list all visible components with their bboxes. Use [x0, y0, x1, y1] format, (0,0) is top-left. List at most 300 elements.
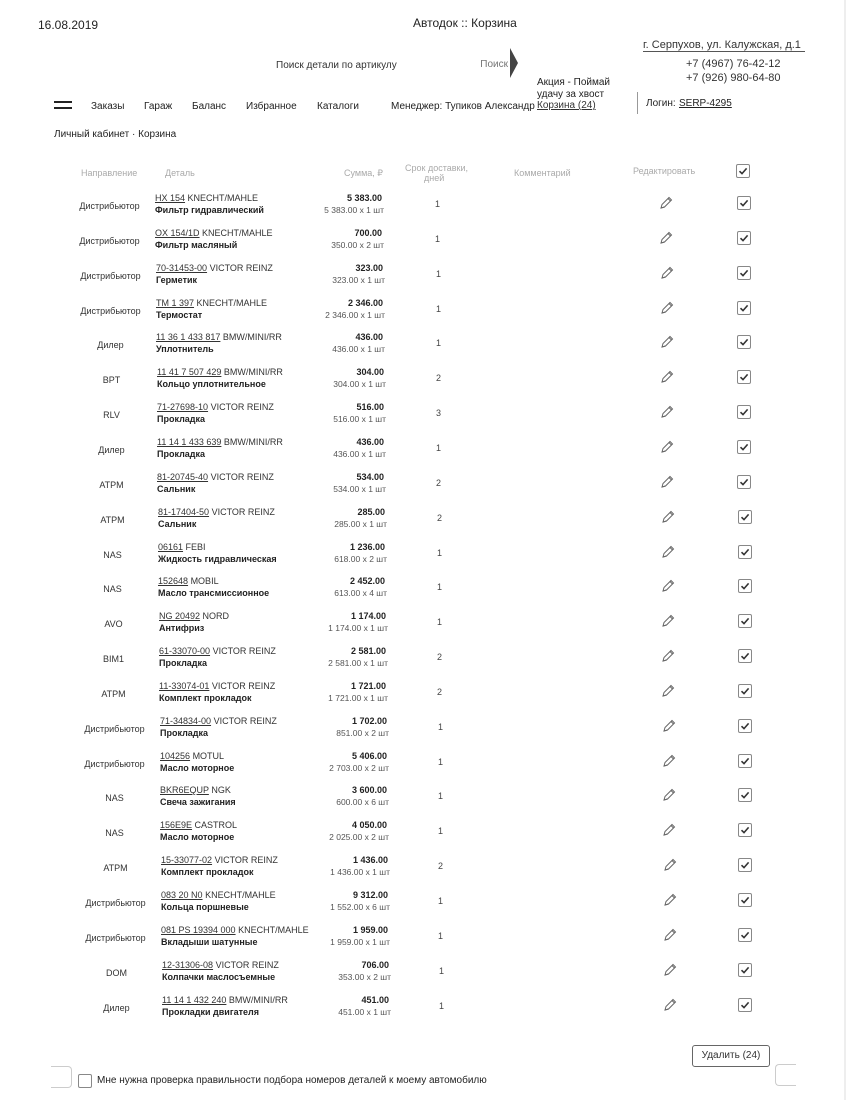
row-direction: BIM1	[102, 654, 124, 664]
hamburger-icon[interactable]	[54, 101, 72, 115]
row-checkbox[interactable]	[737, 335, 751, 349]
pencil-icon[interactable]	[659, 439, 675, 455]
row-checkbox[interactable]	[737, 196, 751, 210]
checkmark-icon	[739, 442, 749, 452]
table-row	[0, 645, 850, 675]
row-sum: 1 721.00	[350, 681, 386, 691]
row-part-code	[158, 576, 219, 586]
row-delivery-days: 1	[436, 338, 442, 348]
row-part-code	[155, 228, 273, 238]
row-brand: VICTOR REINZ	[212, 646, 276, 656]
column-header-delivery: Срок доставки,	[405, 163, 468, 173]
row-unit-price-qty: 618.00 x 2 шт	[334, 554, 387, 564]
row-delivery-days: 1	[439, 1001, 445, 1011]
row-unit-price-qty: 1 959.00 x 1 шт	[330, 937, 390, 947]
row-article-link[interactable]: 61-33070-00	[159, 646, 211, 656]
row-unit-price-qty: 1 552.00 x 6 шт	[330, 902, 390, 912]
checkmark-icon	[740, 965, 750, 975]
row-part-name: Прокладка	[157, 414, 206, 424]
table-row	[0, 436, 850, 466]
row-unit-price-qty: 613.00 x 4 шт	[334, 588, 387, 598]
row-article-link[interactable]: 11 36 1 433 817	[156, 332, 221, 342]
row-sum: 534.00	[356, 472, 384, 482]
row-brand: KNECHT/MAHLE	[187, 193, 259, 203]
row-article-link[interactable]: 081 PS 19394 000	[161, 925, 236, 935]
table-row	[0, 471, 850, 501]
row-brand: BMW/MINI/RR	[223, 437, 283, 447]
row-checkbox[interactable]	[738, 998, 752, 1012]
checkmark-icon	[738, 166, 748, 176]
row-sum: 1 174.00	[350, 611, 386, 621]
row-direction: Дилер	[97, 340, 124, 350]
row-article-link[interactable]: 156E9E	[160, 820, 193, 830]
scan-artifact	[775, 1064, 796, 1086]
row-brand: VICTOR REINZ	[211, 681, 276, 691]
row-part-code	[158, 542, 206, 552]
row-sum: 1 436.00	[352, 855, 388, 865]
row-sum: 2 581.00	[350, 646, 386, 656]
row-unit-price-qty: 534.00 x 1 шт	[333, 484, 386, 494]
row-article-link[interactable]: 81-20745-40	[157, 472, 209, 482]
cart-link[interactable]: Корзина (24)	[537, 100, 596, 111]
pencil-icon[interactable]	[661, 822, 677, 838]
table-row	[0, 575, 850, 605]
row-delivery-days: 1	[436, 304, 442, 314]
table-row	[0, 331, 850, 361]
row-delivery-days: 1	[438, 757, 444, 767]
row-unit-price-qty: 323.00 x 1 шт	[332, 275, 385, 285]
row-delivery-days: 1	[436, 443, 442, 453]
pencil-icon[interactable]	[662, 892, 678, 908]
row-brand: VICTOR REINZ	[211, 507, 275, 517]
pencil-icon[interactable]	[660, 544, 676, 560]
pencil-icon[interactable]	[661, 753, 677, 769]
row-unit-price-qty: 436.00 x 1 шт	[332, 344, 385, 354]
row-checkbox[interactable]	[738, 788, 752, 802]
checkmark-icon	[740, 721, 750, 731]
table-row	[0, 192, 850, 222]
row-brand: VICTOR REINZ	[215, 960, 279, 970]
row-unit-price-qty: 2 581.00 x 1 шт	[328, 658, 388, 668]
row-article-link[interactable]: 12-31306-08	[162, 960, 214, 970]
manager-name: Менеджер: Тупиков Александр	[391, 101, 535, 112]
row-part-code	[160, 820, 237, 830]
row-article-link[interactable]: 104256	[160, 751, 191, 761]
select-all-checkbox[interactable]	[736, 164, 750, 178]
row-direction: Дистрибьютор	[80, 271, 141, 281]
row-part-name: Уплотнитель	[156, 344, 214, 354]
pencil-icon[interactable]	[662, 997, 678, 1013]
row-article-link[interactable]: 81-17404-50	[158, 507, 210, 517]
scan-edge	[844, 0, 846, 1100]
row-part-name: Комплект прокладок	[161, 867, 254, 877]
row-part-name: Герметик	[156, 275, 198, 285]
checkmark-icon	[740, 860, 750, 870]
row-unit-price-qty: 436.00 x 1 шт	[333, 449, 386, 459]
row-direction: Дистрибьютор	[84, 724, 145, 734]
row-part-code	[162, 995, 288, 1005]
login-label: Логин:	[646, 98, 676, 109]
row-delivery-days: 1	[438, 826, 444, 836]
row-part-name: Прокладка	[159, 658, 208, 668]
row-article-link[interactable]: 06161	[158, 542, 184, 552]
row-part-name: Прокладка	[160, 728, 209, 738]
row-sum: 516.00	[356, 402, 384, 412]
nav-favorites[interactable]: Избранное	[246, 101, 297, 112]
row-part-code	[162, 960, 279, 970]
row-part-name: Сальник	[158, 519, 197, 529]
scan-artifact	[51, 1066, 72, 1088]
checkmark-icon	[739, 303, 749, 313]
row-delivery-days: 1	[437, 548, 443, 558]
store-address[interactable]: г. Серпухов, ул. Калужская, д.1	[643, 39, 805, 52]
row-article-link[interactable]: 11-33074-01	[159, 681, 210, 691]
row-checkbox[interactable]	[737, 370, 751, 384]
row-unit-price-qty: 1 721.00 x 1 шт	[328, 693, 388, 703]
search-submit-arrow-icon[interactable]	[510, 48, 518, 78]
row-article-link[interactable]: OX 154/1D	[155, 228, 200, 238]
row-checkbox[interactable]	[738, 545, 752, 559]
row-brand: VICTOR REINZ	[209, 263, 273, 273]
row-sum: 3 600.00	[351, 785, 387, 795]
column-header-direction: Направление	[81, 168, 138, 178]
table-row	[0, 715, 850, 745]
row-brand: FEBI	[185, 542, 206, 552]
row-part-name: Вкладыши шатунные	[161, 937, 258, 947]
row-delivery-days: 2	[437, 687, 443, 697]
nav-orders[interactable]: Заказы	[91, 101, 125, 112]
row-article-link[interactable]: 083 20 N0	[161, 890, 203, 900]
table-row	[0, 924, 850, 954]
row-sum: 2 346.00	[347, 298, 383, 308]
row-unit-price-qty: 2 346.00 x 1 шт	[325, 310, 385, 320]
column-header-sum: Сумма, ₽	[344, 168, 384, 178]
row-unit-price-qty: 285.00 x 1 шт	[334, 519, 387, 529]
row-part-code	[159, 646, 276, 656]
row-unit-price-qty: 451.00 x 1 шт	[338, 1007, 391, 1017]
checkmark-icon	[739, 268, 749, 278]
checkmark-icon	[739, 407, 749, 417]
row-brand: NGK	[211, 785, 231, 795]
pencil-icon[interactable]	[661, 787, 677, 803]
row-sum: 4 050.00	[351, 820, 387, 830]
row-checkbox[interactable]	[738, 893, 752, 907]
row-article-link[interactable]: 71-27698-10	[157, 402, 209, 412]
row-part-code	[160, 785, 231, 795]
table-row	[0, 541, 850, 571]
column-header-comment: Комментарий	[514, 168, 571, 178]
row-brand: KNECHT/MAHLE	[205, 890, 276, 900]
row-part-name: Масло моторное	[160, 763, 235, 773]
checkmark-icon	[740, 651, 750, 661]
row-delivery-days: 2	[436, 478, 442, 488]
row-sum: 285.00	[357, 507, 385, 517]
pencil-icon[interactable]	[661, 718, 677, 734]
row-brand: MOBIL	[190, 576, 219, 586]
row-article-link[interactable]: 11 14 1 432 240	[162, 995, 227, 1005]
row-part-name: Термостат	[156, 310, 203, 320]
row-brand: VICTOR REINZ	[210, 402, 274, 412]
pencil-icon[interactable]	[662, 857, 678, 873]
row-part-code	[159, 611, 229, 621]
column-header-detail: Деталь	[165, 168, 195, 178]
breadcrumb[interactable]: Личный кабинет · Корзина	[54, 129, 177, 140]
row-direction: NAS	[103, 584, 122, 594]
row-part-code	[161, 890, 276, 900]
pencil-icon[interactable]	[660, 613, 676, 629]
row-direction: BPT	[102, 375, 121, 385]
row-part-code	[155, 193, 258, 203]
row-direction: ATPM	[103, 863, 128, 873]
search-label: Поиск детали по артикулу	[276, 60, 397, 71]
row-sum: 436.00	[356, 437, 384, 447]
row-unit-price-qty: 1 174.00 x 1 шт	[328, 623, 388, 633]
row-brand: VICTOR REINZ	[210, 472, 274, 482]
row-part-name: Свеча зажигания	[160, 797, 236, 807]
nav-garage[interactable]: Гараж	[144, 101, 173, 112]
checkmark-icon	[740, 512, 750, 522]
checkmark-icon	[740, 825, 750, 835]
checkmark-icon	[740, 895, 750, 905]
row-delivery-days: 2	[437, 652, 443, 662]
checkmark-icon	[740, 756, 750, 766]
row-unit-price-qty: 1 436.00 x 1 шт	[330, 867, 390, 877]
row-direction: ATPM	[101, 689, 126, 699]
pencil-icon[interactable]	[658, 195, 674, 211]
row-part-name: Жидкость гидравлическая	[158, 554, 277, 564]
row-delivery-days: 2	[438, 861, 444, 871]
row-delivery-days: 1	[437, 582, 443, 592]
row-article-link[interactable]: HX 154	[155, 193, 186, 203]
login-value[interactable]: SERP-4295	[679, 98, 732, 109]
row-article-link[interactable]: 71-34834-00	[160, 716, 212, 726]
row-part-code	[157, 472, 274, 482]
checkmark-icon	[740, 790, 750, 800]
row-sum: 706.00	[361, 960, 389, 970]
row-brand: KNECHT/MAHLE	[196, 298, 268, 308]
row-unit-price-qty: 516.00 x 1 шт	[333, 414, 386, 424]
pencil-icon[interactable]	[659, 300, 675, 316]
pencil-icon[interactable]	[659, 369, 675, 385]
row-delivery-days: 1	[438, 896, 444, 906]
pencil-icon[interactable]	[660, 683, 676, 699]
pencil-icon[interactable]	[662, 927, 678, 943]
table-row	[0, 680, 850, 710]
checkmark-icon	[739, 198, 749, 208]
row-delivery-days: 1	[435, 234, 441, 244]
checkmark-icon	[739, 233, 749, 243]
row-article-link[interactable]: NG 20492	[159, 611, 201, 621]
table-row	[0, 854, 850, 884]
row-part-name: Кольца поршневые	[161, 902, 249, 912]
row-direction: AVO	[104, 619, 123, 629]
row-article-link[interactable]: 70-31453-00	[156, 263, 208, 273]
row-part-name: Масло моторное	[160, 832, 235, 842]
pencil-icon[interactable]	[659, 334, 675, 350]
row-part-name: Комплект прокладок	[159, 693, 252, 703]
row-checkbox[interactable]	[737, 231, 751, 245]
row-part-code	[156, 332, 282, 342]
row-brand: BMW/MINI/RR	[222, 332, 282, 342]
row-direction: NAS	[103, 550, 122, 560]
row-part-code	[161, 855, 278, 865]
row-checkbox[interactable]	[738, 928, 752, 942]
row-article-link[interactable]: TM 1 397	[156, 298, 195, 308]
row-brand: VICTOR REINZ	[213, 716, 277, 726]
header-divider	[637, 92, 638, 114]
page-title: Автодок :: Корзина	[413, 16, 517, 30]
table-row	[0, 401, 850, 431]
row-article-link[interactable]: BKR6EQUP	[160, 785, 209, 795]
row-delivery-days: 1	[438, 931, 444, 941]
row-part-code	[157, 402, 274, 412]
checkmark-icon	[739, 477, 749, 487]
row-checkbox[interactable]	[737, 475, 751, 489]
row-delivery-days: 2	[437, 513, 443, 523]
row-brand: VICTOR REINZ	[214, 855, 278, 865]
row-brand: CASTROL	[194, 820, 238, 830]
row-brand: KNECHT/MAHLE	[202, 228, 273, 238]
row-sum: 1 236.00	[349, 542, 385, 552]
search-input[interactable]	[438, 55, 512, 73]
pencil-icon[interactable]	[660, 578, 676, 594]
row-part-code	[160, 751, 224, 761]
row-delivery-days: 1	[439, 966, 445, 976]
row-part-code	[158, 507, 275, 517]
row-part-code	[160, 716, 277, 726]
row-checkbox[interactable]	[738, 754, 752, 768]
row-delivery-days: 1	[438, 722, 444, 732]
table-row	[0, 610, 850, 640]
row-direction: Дилер	[103, 1003, 130, 1013]
verification-label: Мне нужна проверка правильности подбора номеров деталей к моему автомобилю	[97, 1075, 487, 1086]
row-sum: 5 383.00	[346, 193, 382, 203]
row-checkbox[interactable]	[738, 579, 752, 593]
row-direction: Дилер	[98, 445, 125, 455]
pencil-icon[interactable]	[662, 962, 678, 978]
pencil-icon[interactable]	[660, 648, 676, 664]
table-row	[0, 297, 850, 327]
table-row	[0, 889, 850, 919]
row-brand: BMW/MINI/RR	[228, 995, 288, 1005]
row-checkbox[interactable]	[737, 440, 751, 454]
row-part-name: Прокладки двигателя	[162, 1007, 259, 1017]
checkmark-icon	[740, 616, 750, 626]
checkmark-icon	[739, 337, 749, 347]
row-article-link[interactable]: 15-33077-02	[161, 855, 213, 865]
row-unit-price-qty: 5 383.00 x 1 шт	[324, 205, 384, 215]
row-checkbox[interactable]	[738, 719, 752, 733]
row-direction: Дистрибьютор	[84, 759, 145, 769]
verification-checkbox[interactable]	[78, 1074, 92, 1088]
row-checkbox[interactable]	[738, 823, 752, 837]
row-unit-price-qty: 2 703.00 x 2 шт	[329, 763, 389, 773]
row-direction: DOM	[106, 968, 127, 978]
column-header-edit: Редактировать	[633, 166, 696, 176]
checkmark-icon	[740, 1000, 750, 1010]
row-part-code	[157, 367, 283, 377]
pencil-icon[interactable]	[658, 230, 674, 246]
row-part-name: Масло трансмиссионное	[158, 588, 270, 598]
row-part-name: Колпачки маслосъемные	[162, 972, 276, 982]
table-row	[0, 750, 850, 780]
row-checkbox[interactable]	[738, 510, 752, 524]
row-unit-price-qty: 851.00 x 2 шт	[336, 728, 389, 738]
delete-selected-button[interactable]: Удалить (24)	[692, 1045, 770, 1067]
row-direction: Дистрибьютор	[79, 236, 140, 246]
nav-catalogs[interactable]: Каталоги	[317, 101, 359, 112]
row-checkbox[interactable]	[738, 858, 752, 872]
row-checkbox[interactable]	[737, 405, 751, 419]
row-sum: 9 312.00	[352, 890, 388, 900]
row-unit-price-qty: 600.00 x 6 шт	[336, 797, 389, 807]
checkmark-icon	[740, 930, 750, 940]
row-part-name: Сальник	[157, 484, 196, 494]
table-row	[0, 262, 850, 292]
row-checkbox[interactable]	[737, 301, 751, 315]
row-sum: 304.00	[356, 367, 384, 377]
row-unit-price-qty: 353.00 x 2 шт	[338, 972, 391, 982]
table-row	[0, 506, 850, 536]
table-row	[0, 784, 850, 814]
row-checkbox[interactable]	[738, 614, 752, 628]
row-direction: NAS	[105, 793, 124, 803]
row-article-link[interactable]: 152648	[158, 576, 189, 586]
row-sum: 700.00	[354, 228, 382, 238]
row-delivery-days: 1	[436, 269, 442, 279]
print-date: 16.08.2019	[38, 18, 99, 32]
row-part-name: Фильтр гидравлический	[155, 205, 264, 215]
store-phone-2: +7 (926) 980-64-80	[686, 72, 781, 84]
pencil-icon[interactable]	[660, 509, 676, 525]
pencil-icon[interactable]	[659, 404, 675, 420]
row-sum: 323.00	[355, 263, 383, 273]
store-phone-1: +7 (4967) 76-42-12	[686, 58, 781, 70]
row-direction: ATPM	[100, 515, 125, 525]
row-checkbox[interactable]	[738, 684, 752, 698]
row-delivery-days: 2	[436, 373, 442, 383]
row-part-code	[156, 263, 273, 273]
row-brand: BMW/MINI/RR	[223, 367, 283, 377]
row-part-code	[157, 437, 283, 447]
row-unit-price-qty: 304.00 x 1 шт	[333, 379, 386, 389]
row-delivery-days: 1	[437, 617, 443, 627]
checkmark-icon	[740, 686, 750, 696]
promo-link[interactable]: Акция - Поймай удачу за хвост	[537, 77, 611, 100]
table-row	[0, 959, 850, 989]
row-part-name: Антифриз	[159, 623, 205, 633]
column-header-delivery-unit: дней	[424, 173, 445, 183]
row-checkbox[interactable]	[738, 963, 752, 977]
row-checkbox[interactable]	[737, 266, 751, 280]
row-article-link[interactable]: 11 14 1 433 639	[157, 437, 222, 447]
row-sum: 451.00	[361, 995, 389, 1005]
row-part-code	[159, 681, 275, 691]
pencil-icon[interactable]	[659, 474, 675, 490]
row-brand: MOTUL	[192, 751, 225, 761]
nav-balance[interactable]: Баланс	[192, 101, 227, 112]
checkmark-icon	[740, 547, 750, 557]
row-checkbox[interactable]	[738, 649, 752, 663]
row-delivery-days: 3	[436, 408, 442, 418]
row-article-link[interactable]: 11 41 7 507 429	[157, 367, 222, 377]
row-brand: KNECHT/MAHLE	[238, 925, 309, 935]
table-row	[0, 227, 850, 257]
pencil-icon[interactable]	[659, 265, 675, 281]
table-row	[0, 994, 850, 1024]
row-part-name: Фильтр масляный	[155, 240, 238, 250]
row-delivery-days: 1	[438, 791, 444, 801]
